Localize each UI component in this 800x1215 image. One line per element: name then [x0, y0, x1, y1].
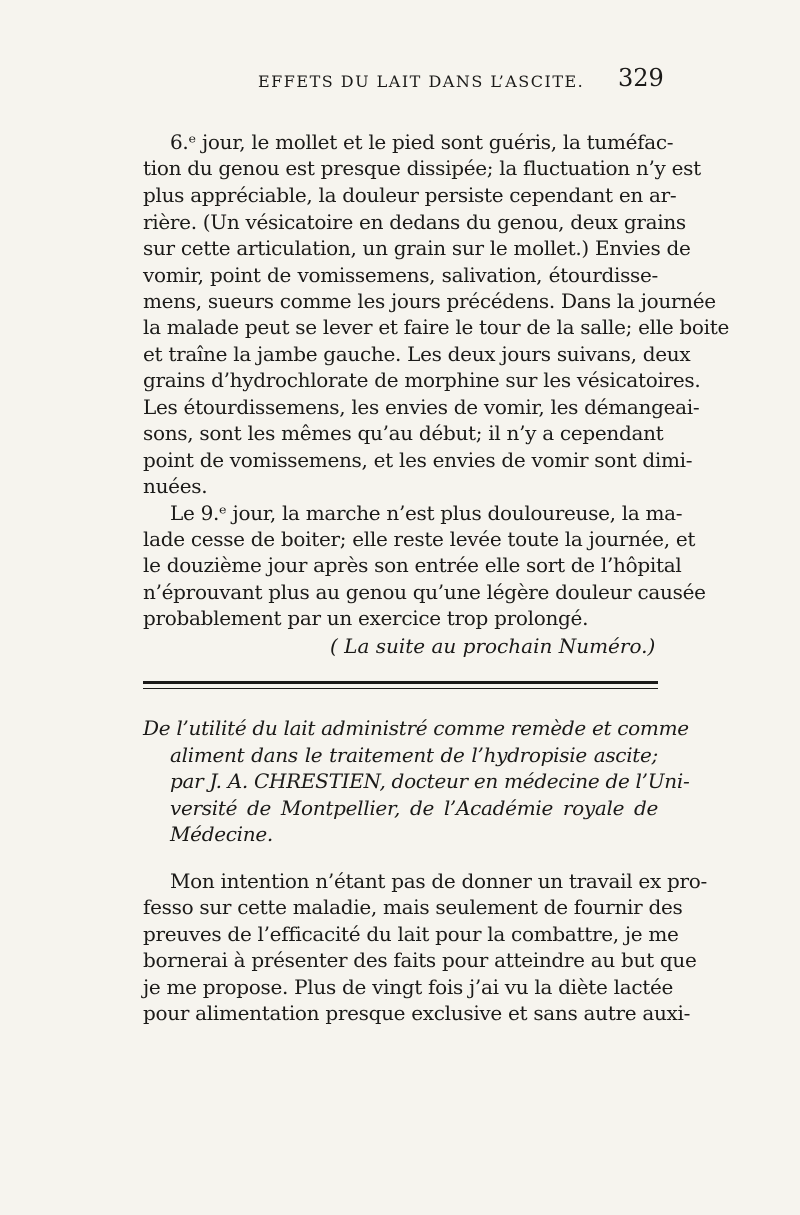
case-text-line: n’éprouvant plus au genou qu’une légère douleur causée: [143, 580, 706, 604]
section-divider: [143, 681, 658, 684]
case-text-line: Les étourdissemens, les envies de vomir, les démangeai-: [143, 395, 700, 419]
article-text-line: pour alimentation presque exclusive et sans autre auxi-: [143, 1001, 691, 1025]
case-text-line: et traîne la jambe gauche. Les deux jours suivans, deux: [143, 342, 691, 366]
article-title-line: aliment dans le traitement de l’hydropisie ascite;: [170, 743, 658, 767]
article-text-line: bornerai à présenter des faits pour atteindre au but que: [143, 948, 697, 972]
case-text-line: 6.ᵉ jour, le mollet et le pied sont guéris, la tuméfac-: [170, 130, 674, 154]
case-text-line: sur cette articulation, un grain sur le mollet.) Envies de: [143, 236, 691, 260]
section-divider-thin: [143, 688, 658, 689]
article-title-line: par J. A. CHRESTIEN, docteur en médecine de l’Uni-: [170, 769, 690, 793]
article-text-line: preuves de l’efficacité du lait pour la combattre, je me: [143, 922, 679, 946]
running-head: EFFETS DU LAIT DANS L’ASCITE.: [258, 72, 585, 91]
continuation-note: ( La suite au prochain Numéro.): [330, 634, 656, 658]
case-text-line: rière. (Un vésicatoire en dedans du genou, deux grains: [143, 210, 686, 234]
article-text-line: Mon intention n’étant pas de donner un travail ex pro-: [170, 869, 707, 893]
case-text-line: plus appréciable, la douleur persiste cependant en ar-: [143, 183, 677, 207]
article-title-line: Médecine.: [170, 822, 273, 846]
article-title-line: versité de Montpellier, de l’Académie royale de: [170, 796, 658, 820]
article-text-line: fesso sur cette maladie, mais seulement de fournir des: [143, 895, 683, 919]
case-text-line: grains d’hydrochlorate de morphine sur les vésicatoires.: [143, 368, 701, 392]
case-text-line: lade cesse de boiter; elle reste levée toute la journée, et: [143, 527, 696, 551]
case-text-line: mens, sueurs comme les jours précédens. Dans la journée: [143, 289, 716, 313]
article-title-line: De l’utilité du lait administré comme remède et comme: [143, 716, 689, 740]
case-text-line: nuées.: [143, 474, 208, 498]
case-text-line: vomir, point de vomissemens, salivation, étourdisse-: [143, 263, 658, 287]
case-text-line: Le 9.ᵉ jour, la marche n’est plus douloureuse, la ma-: [170, 501, 683, 525]
case-text-line: la malade peut se lever et faire le tour de la salle; elle boite: [143, 315, 730, 339]
page-number: 329: [618, 64, 664, 92]
case-text-line: probablement par un exercice trop prolongé.: [143, 606, 589, 630]
article-text-line: je me propose. Plus de vingt fois j’ai vu la diète lactée: [143, 975, 674, 999]
case-text-line: tion du genou est presque dissipée; la fluctuation n’y est: [143, 156, 701, 180]
case-text-line: le douzième jour après son entrée elle sort de l’hôpital: [143, 553, 682, 577]
case-text-line: point de vomissemens, et les envies de vomir sont dimi-: [143, 448, 693, 472]
case-text-line: sons, sont les mêmes qu’au début; il n’y a cependant: [143, 421, 664, 445]
